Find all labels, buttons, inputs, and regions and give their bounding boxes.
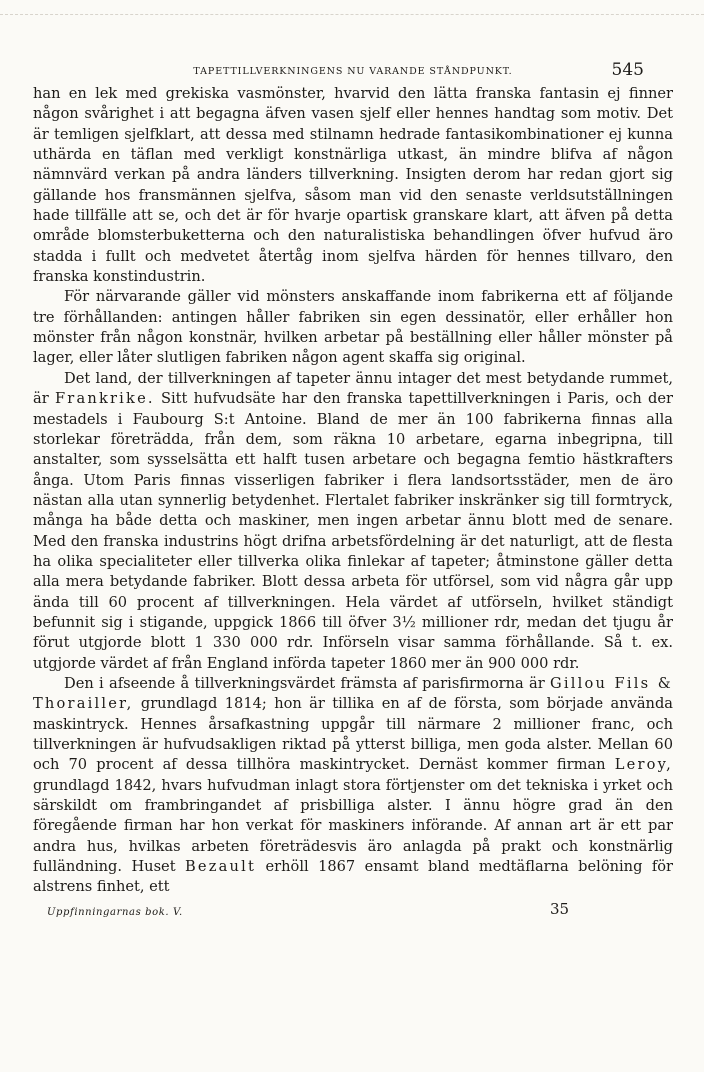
paragraph — [33, 369, 673, 674]
page-header — [33, 58, 673, 84]
spaced-name: Bezault — [185, 858, 257, 876]
spaced-name: Leroy, — [614, 756, 673, 774]
signature-mark: 35 — [550, 899, 570, 918]
spaced-name: Frankrike. — [54, 390, 155, 408]
paragraph-text: grundlagd 1842, hvars hufvudman inlagt stora förtjenster om det tekniska i yrket och särskildt om frambringandet af prisbilliga alster. I ännu högre grad än den föregående firman har hon verkat för maskiners införande. Af annan art är ett par andra hus, hvilkas arbeten företrädesvis äro anlagda på prakt och konstnärlig fulländning. Huset — [33, 776, 673, 876]
page-footer — [33, 900, 673, 922]
paragraph-text: För närvarande gäller vid mönsters anskaffande inom fabrikerna ett af följande tre förhållanden: antingen håller fabriken sin egen dessinatör, eller erhåller hon mönster från någon konstnär, hvilken arbetar på beställning eller håller mönster på lager, eller låter slutligen fabriken någon agent skaffa sig original. — [33, 288, 673, 367]
paragraph — [33, 287, 673, 368]
paragraph-text: grundlagd 1814; hon är tillika en af de första, som började använda maskintryck. Hennes årsafkastning uppgår till närmare 2 millioner franc, och tillverkningen är hufvudsakligen riktad på ytterst billiga, men goda alster. Mellan 60 och 70 procent af dessa tillhöra maskintrycket. Dernäst kommer firman — [33, 695, 673, 774]
paragraph-text: han en lek med grekiska vasmönster, hvarvid den lätta franska fantasin ej finner någon svårighet i att begagna äfven vasen sjelf eller hennes handtag som motiv. Det är temligen sjelfklart, att dessa med stilnamn hedrade fantasikombinationer ej kunna uthärda en täflan med verkligt konstnärliga utkast, än mindre blifva af någon nämnvärd verkan på andra länders tillverkning. Insigten derom har redan gjort sig gällande hos fransmännen sjelfva, såsom man vid den senaste verldsutställningen hade tillfälle att se, och det är för hvarje opartisk granskare klart, att äfven på detta område blomsterbuketterna och den naturalistiska behandlingen öfver hufvud äro stadda i fullt och medvetet återtåg inom sjelfva härden för hennes tillvaro, den franska konstindustrin. — [33, 85, 673, 286]
signature-line: Uppfinningarnas bok. V. — [47, 906, 183, 918]
page-number: 545 — [611, 60, 644, 80]
body-text — [33, 84, 673, 898]
paragraph-text: Sitt hufvudsäte har den franska tapettillverkningen i Paris, och der mestadels i Faubourg S:t Antoine. Bland de mer än 100 fabrikerna finnas alla storlekar företrädda, från dem, som räkna 10 arbetare, egarna inbegripna, till anstalter, som sysselsätta ett halft tusen arbetare och begagna femtio hästkrafters ånga. Utom Paris finnas visserligen fabriker i flera landsortsstäder, men de äro nästan alla utan synnerlig betydenhet. Flertalet fabriker inskränker sig till formtryck, många ha både detta och maskiner, men ingen arbetar ännu blott med de senare. Med den franska industrins högt drifna arbetsfördelning är det naturligt, att de flesta ha olika specialiteter eller tillverka olika finlekar af tapeter; åtminstone gäller detta alla mera betydande fabriker. Blott dessa arbeta för utförsel, som vid några går upp ända till 60 procent af tillverkningen. Hela värdet af utförseln, hvilket ständigt befunnit sig i stigande, uppgick 1866 till öfver 3½ millioner rdr, medan det tjugu år förut utgjorde blott 1 330 000 rdr. Införseln visar samma förhållande. Så t. ex. utgjorde värdet af från England införda tapeter 1860 mer än 900 000 rdr. — [33, 390, 673, 672]
paragraph-text: Det land, der tillverkningen af tapeter ännu intager det mest betydande rummet, är — [33, 369, 673, 408]
book-page — [33, 58, 673, 922]
paragraph-text: Den i afseende å tillverkningsvärdet främsta af parisfirmorna är — [64, 674, 551, 692]
spaced-name: Gillou Fils & Thorailler, — [33, 674, 674, 713]
paragraph — [33, 84, 673, 287]
page-top-rule — [0, 14, 704, 15]
paragraph-text: erhöll 1867 ensamt bland medtäflarna belöning för alstrens finhet, ett — [33, 858, 674, 896]
running-head: TAPETTILLVERKNINGENS NU VARANDE STÅNDPUNKT. — [193, 66, 513, 77]
paragraph — [33, 674, 673, 898]
